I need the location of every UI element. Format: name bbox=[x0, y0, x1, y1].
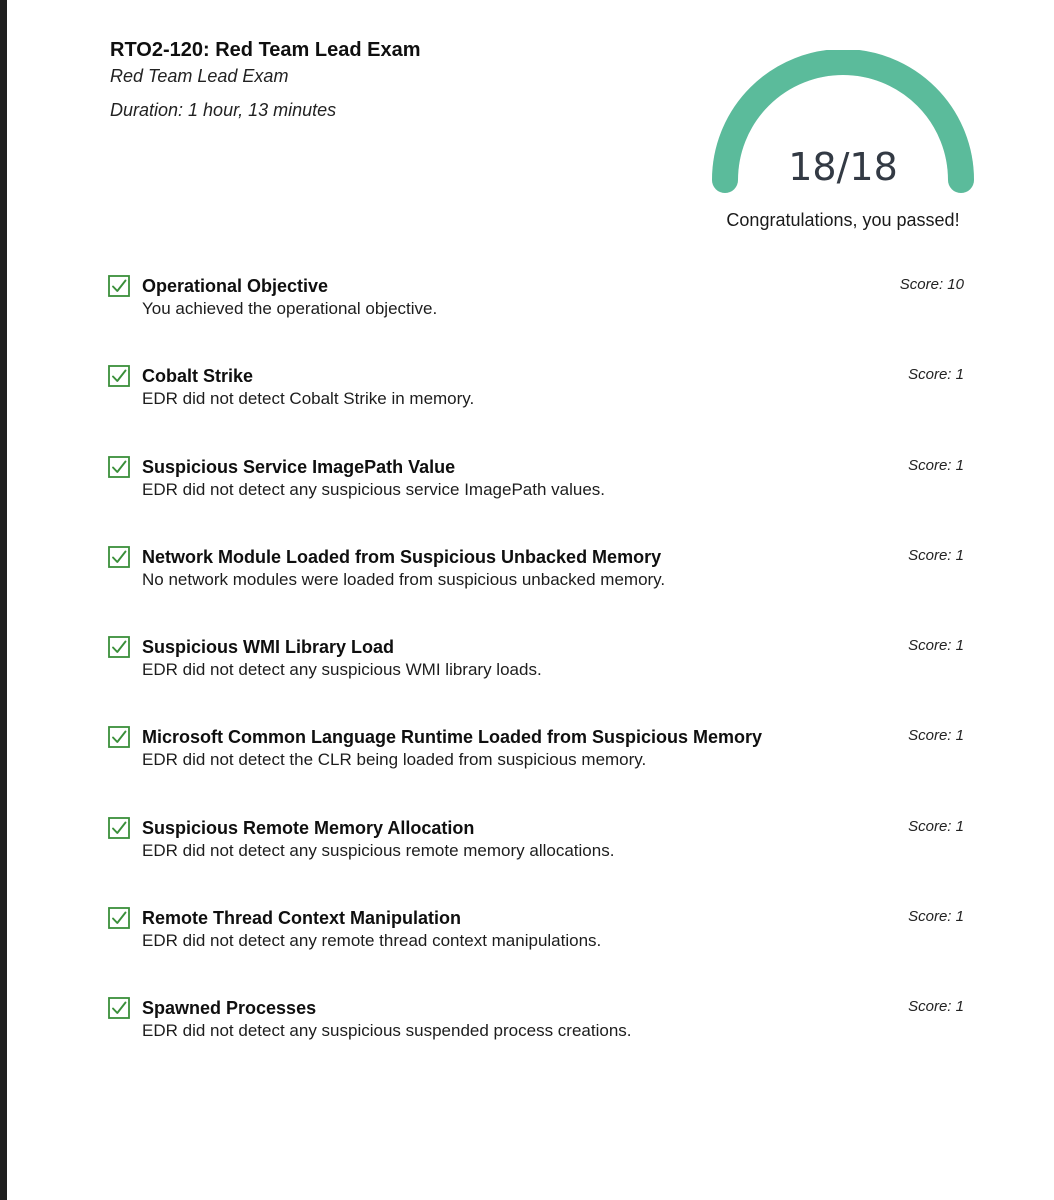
results-list bbox=[108, 274, 978, 1087]
exam-header bbox=[110, 36, 630, 122]
result-row bbox=[108, 455, 978, 545]
result-title: Cobalt Strike bbox=[142, 366, 254, 387]
result-title: Remote Thread Context Manipulation bbox=[142, 908, 462, 929]
result-row bbox=[108, 545, 978, 635]
result-description: EDR did not detect any suspicious suspended process creations. bbox=[142, 1021, 632, 1041]
result-score: Score: 1 bbox=[908, 366, 964, 384]
result-score: Score: 1 bbox=[908, 998, 964, 1016]
result-description: EDR did not detect any suspicious WMI library loads. bbox=[142, 660, 542, 680]
score-gauge bbox=[700, 50, 986, 200]
result-row bbox=[108, 274, 978, 364]
result-title: Suspicious Remote Memory Allocation bbox=[142, 817, 475, 838]
score-value: 18/18 bbox=[788, 145, 898, 189]
result-description: No network modules were loaded from suspicious unbacked memory. bbox=[142, 569, 666, 589]
result-score: Score: 1 bbox=[908, 637, 964, 655]
result-score: Score: 1 bbox=[908, 908, 964, 926]
result-description: EDR did not detect the CLR being loaded from suspicious memory. bbox=[142, 750, 647, 770]
pass-message: Congratulations, you passed! bbox=[726, 210, 960, 230]
checkbox-checked-icon bbox=[108, 546, 130, 568]
result-row bbox=[108, 816, 978, 906]
checkbox-checked-icon bbox=[108, 817, 130, 839]
checkbox-checked-icon bbox=[108, 726, 130, 748]
exam-duration: Duration: 1 hour, 13 minutes bbox=[110, 100, 337, 120]
result-description: You achieved the operational objective. bbox=[142, 299, 438, 318]
exam-subtitle: Red Team Lead Exam bbox=[110, 66, 289, 86]
checkbox-checked-icon bbox=[108, 636, 130, 658]
result-description: EDR did not detect any suspicious remote memory allocations. bbox=[142, 840, 615, 860]
window-edge bbox=[0, 0, 7, 1200]
result-description: EDR did not detect any remote thread context manipulations. bbox=[142, 931, 602, 951]
result-title: Microsoft Common Language Runtime Loaded from Suspicious Memory bbox=[142, 727, 763, 748]
result-description: EDR did not detect Cobalt Strike in memory. bbox=[142, 389, 475, 409]
checkbox-checked-icon bbox=[108, 997, 130, 1019]
result-title: Network Module Loaded from Suspicious Unbacked Memory bbox=[142, 546, 662, 567]
checkbox-checked-icon bbox=[108, 456, 130, 478]
result-row bbox=[108, 906, 978, 996]
result-score: Score: 1 bbox=[908, 817, 964, 835]
result-score: Score: 1 bbox=[908, 456, 964, 474]
result-row bbox=[108, 725, 978, 815]
exam-title: RTO2-120: Red Team Lead Exam bbox=[110, 39, 421, 61]
result-title: Suspicious Service ImagePath Value bbox=[142, 456, 456, 477]
checkbox-checked-icon bbox=[108, 275, 130, 297]
result-description: EDR did not detect any suspicious service ImagePath values. bbox=[142, 479, 606, 499]
checkbox-checked-icon bbox=[108, 365, 130, 387]
result-score: Score: 1 bbox=[908, 546, 964, 564]
result-title: Suspicious WMI Library Load bbox=[142, 637, 395, 658]
result-title: Spawned Processes bbox=[142, 998, 317, 1019]
checkbox-checked-icon bbox=[108, 907, 130, 929]
result-row bbox=[108, 635, 978, 725]
result-row bbox=[108, 364, 978, 454]
result-title: Operational Objective bbox=[142, 276, 329, 296]
result-score: Score: 10 bbox=[899, 276, 964, 293]
result-score: Score: 1 bbox=[908, 727, 964, 745]
result-row bbox=[108, 996, 978, 1086]
